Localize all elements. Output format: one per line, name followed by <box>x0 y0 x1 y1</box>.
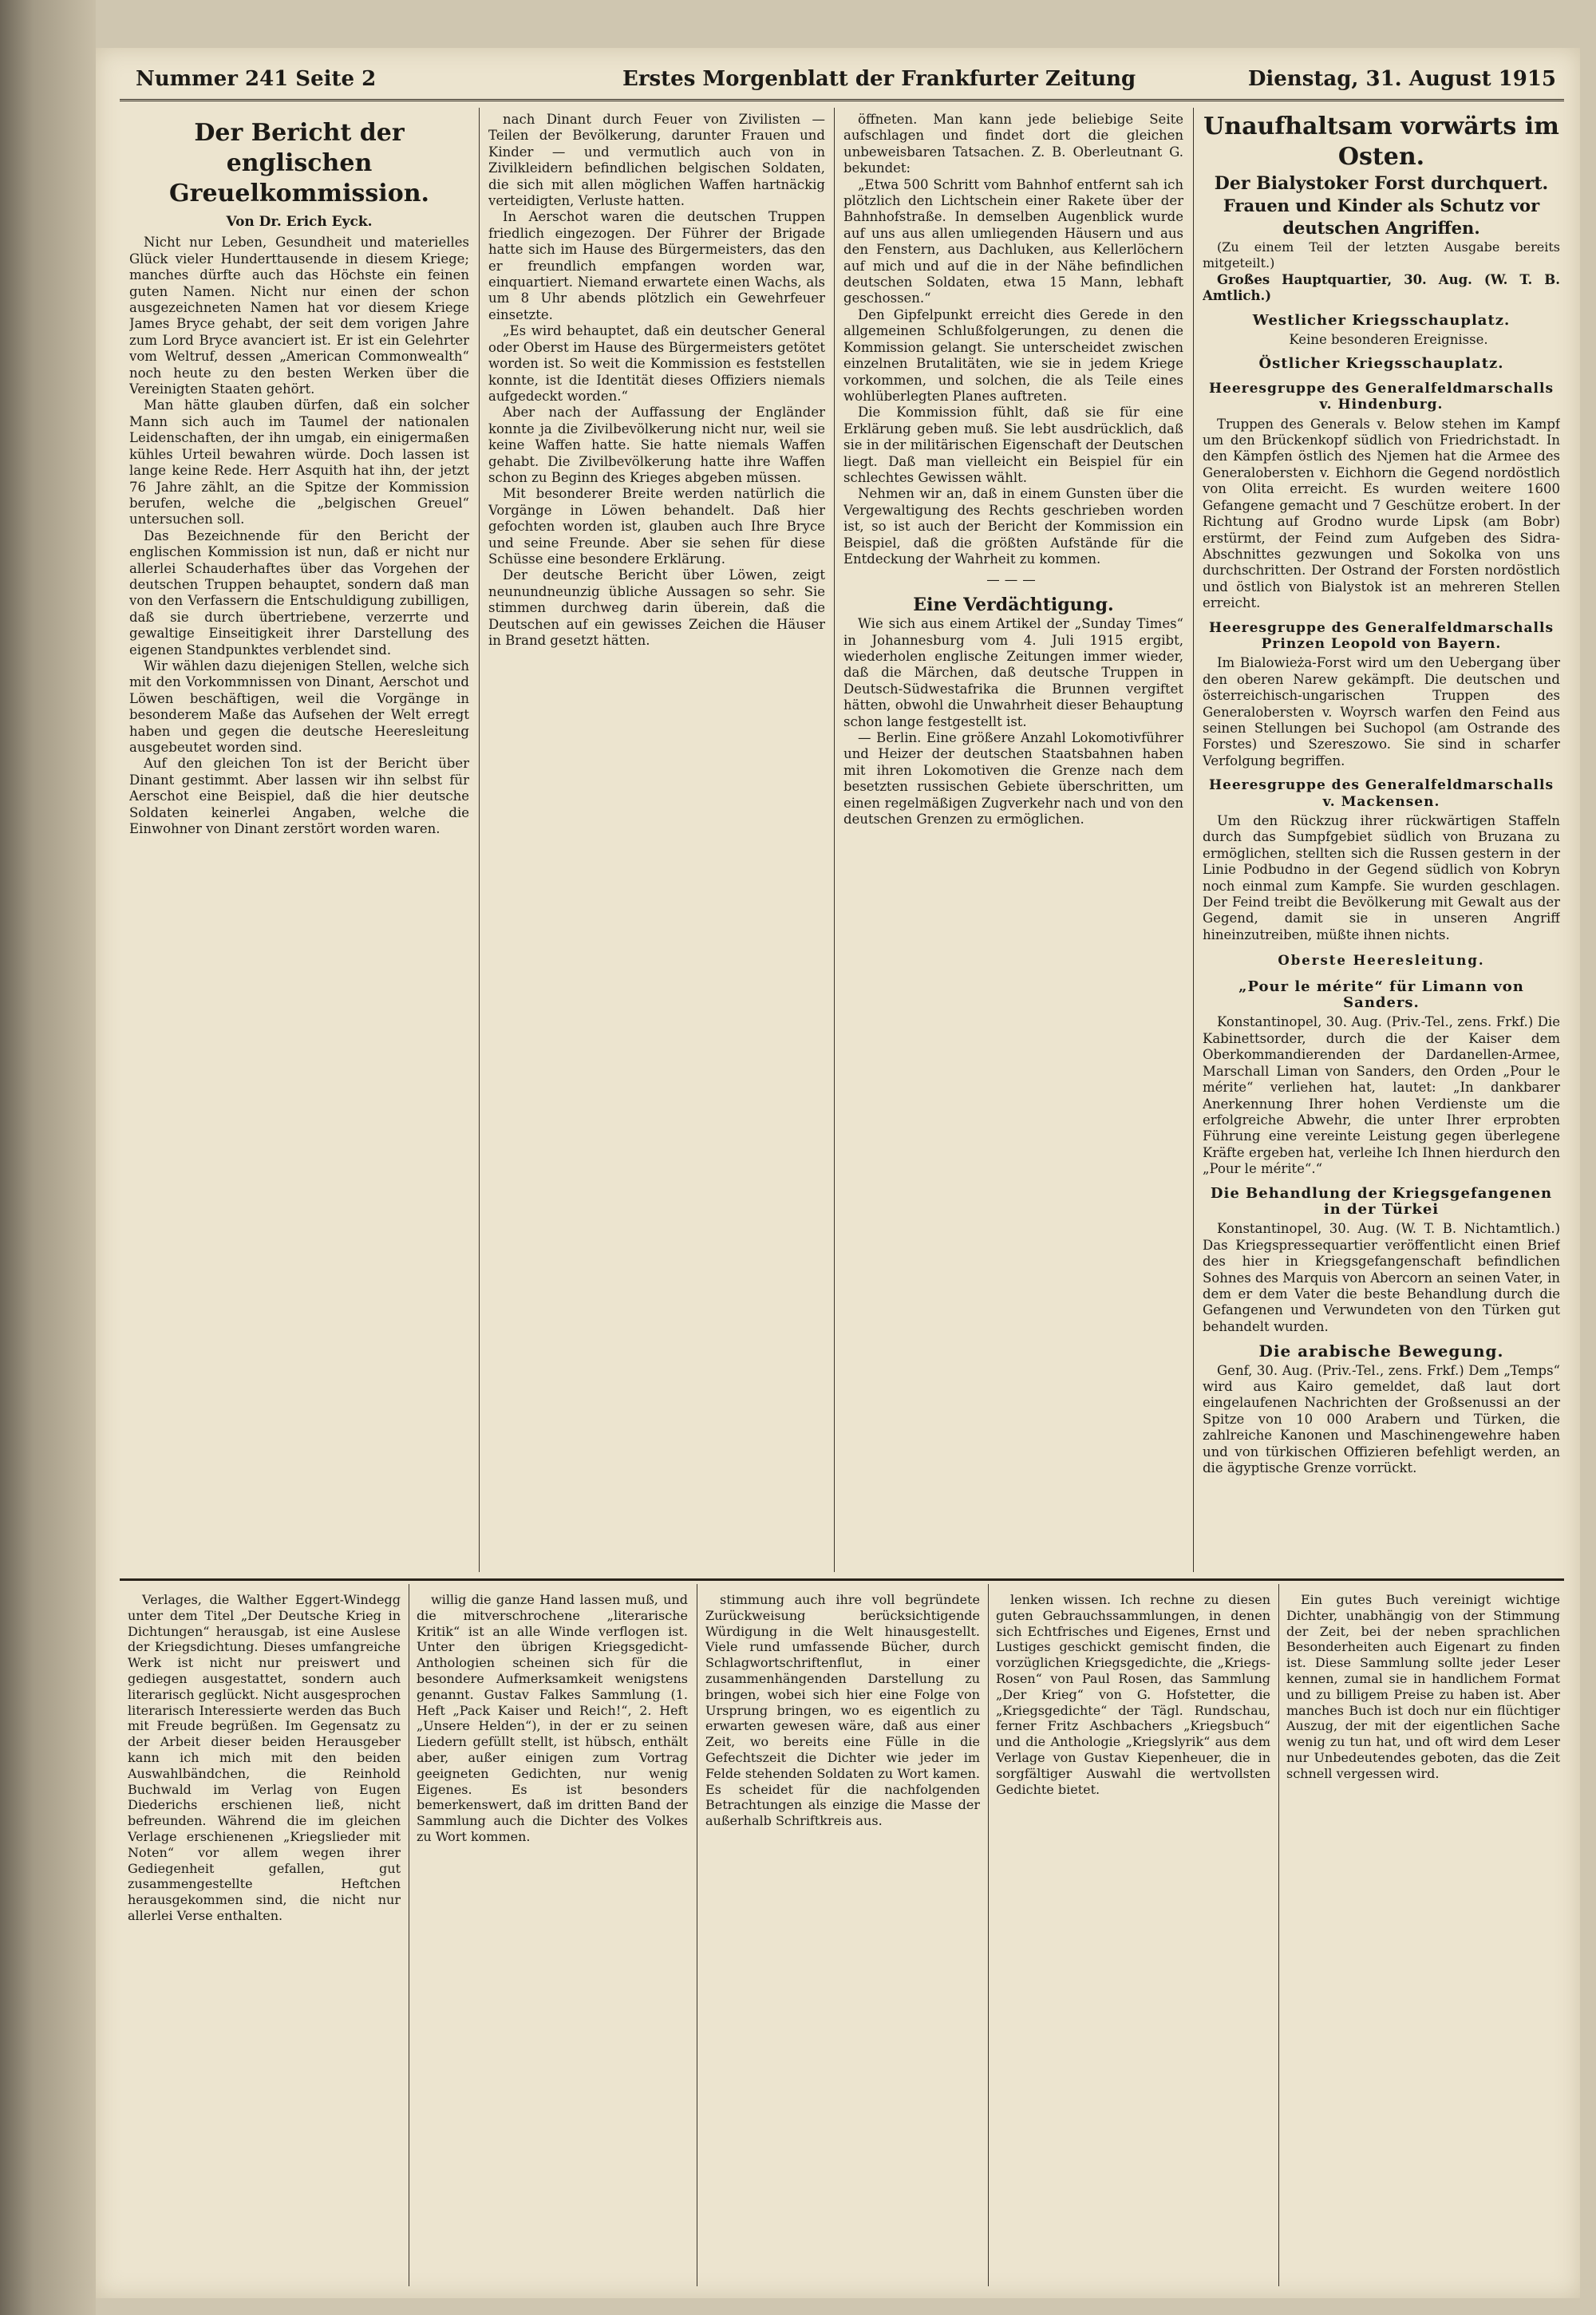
paragraph: Genf, 30. Aug. (Priv.-Tel., zens. Frkf.) Dem „Temps“ wird aus Kairo gemeldet, daß laut dort eingelaufenen Nachrichten der Großsenussi an der Spitze von 10 000 Arabern und Türken, die zahlreiche Kanonen und Maschinengewehre haben und von türkischen Offizieren befehligt werden, an die ägyptische Grenze vorrückt. <box>1203 1362 1560 1476</box>
masthead <box>120 62 1564 101</box>
section-divider <box>120 1578 1564 1581</box>
paragraph: Ein gutes Buch vereinigt wichtige Dichter, unabhängig von der Stimmung der Zeit, bei der neben sprachlichen Besonderheiten auch Eigenart zu finden ist. Diese Sammlung sollte jeder Leser kennen, zumal sie in handlichem Format und zu billigem Preise zu haben ist. Aber manches Buch ist doch nur ein flüchtiger Auszug, der mit der eigentlichen Sache wenig zu tun hat, und oft wird dem Leser nur Unbedeutendes geboten, das die Zeit schnell vergessen wird. <box>1286 1592 1560 1781</box>
article-continuation-2 <box>843 112 1183 1572</box>
war-report-column <box>1203 112 1560 1572</box>
paragraph: Nicht nur Leben, Gesundheit und materielles Glück vieler Hunderttausende in diesem Kriege; manches dürfte auch das Höchste ein feinen guten Namen. Nicht nur einen der schon ausgezeichneten Namen hat vor diesem Kriege James Bryce gehabt, der seit dem vorigen Jahre zum Lord Bryce avanciert ist. Er ist ein Gelehrter vom Weltruf, dessen „American Commonwealth“ noch heute zu den besten Werken über die Vereinigten Staaten gehört. <box>129 235 469 397</box>
army-group-head: Heeresgruppe des Generalfeldmarschalls v. Hindenburg. <box>1208 380 1555 413</box>
paragraph: willig die ganze Hand lassen muß, und die mitverschrochene „literarische Kritik“ ist an alle Winde verflogen ist. Unter den übrigen Kriegsgedicht-Anthologien scheinen sich für die besondere Aufmerksamkeit wenigstens genannt. Gustav Falkes Sammlung (1. Heft „Pack Kaiser und Reich!“, 2. Heft „Unsere Helden“), in der er zu seinen Liedern gefüllt stellt, ist hübsch, enthält aber, außer einigen zum Vortrag geeigneten Gedichten, nur wenig Eigenes. Es ist besonders bemerkenswert, daß im dritten Band der Sammlung auch die Dichter des Volkes zu Wort kommen. <box>417 1592 688 1844</box>
paragraph: Das Bezeichnende für den Bericht der englischen Kommission ist nun, daß er nicht nur allerlei Schauderhaftes über das Vorgehen der deutschen Truppen behauptet, sondern daß man von den Verfassern die Entschuldigung zubilligen, daß sie durch übertriebene, verzerrte und gewaltige Einseitigkeit ihrer Darstellung des eigenen Standpunktes verblendet sind. <box>129 527 469 658</box>
paragraph: „Etwa 500 Schritt vom Bahnhof entfernt sah ich plötzlich den Lichtschein einer Rakete über der Bahnhofstraße. In demselben Augenblick wurde auf uns aus allen umliegenden Häusern und aus den Fenstern, aus Dachluken, aus Kellerlöchern auf mich und auf die in der Nähe befindlichen deutschen Soldaten, etwa 15 Mann, lebhaft geschossen.“ <box>843 176 1183 306</box>
column-rule <box>1278 1584 1279 2286</box>
paragraph: Die Kommission fühlt, daß sie für eine Erklärung geben muß. Sie lebt ausdrücklich, daß sie in der militärischen Eigenschaft der Deutschen liegt. Daß man vielleicht ein Beispiel für ein schlechtes Gewissen wählt. <box>843 405 1183 485</box>
paragraph: Um den Rückzug ihrer rückwärtigen Staffeln durch das Sumpfgebiet südlich von Bruzana zu ermöglichen, stellten sich die Russen gestern in der Linie Podbudno in der Gegend südlich von Kobryn noch einmal zum Kampfe. Sie wurden geschlagen. Der Feind treibt die Bevölkerung mit Gewalt aus der Gegend, damit sie in unseren Angriff hineinzutreiben, müßte ihnen nichts. <box>1203 813 1560 942</box>
divider: ——— <box>986 572 1041 588</box>
paragraph: Mit besonderer Breite werden natürlich die Vorgänge in Löwen behandelt. Daß hier gefochten worden ist, glauben auch Ihre Bryce und seine Freunde. Aber sie sehen für diese Schüsse eine besondere Erklärung. <box>488 486 825 567</box>
army-group-head: Heeresgruppe des Generalfeldmarschalls v. Mackensen. <box>1208 777 1555 810</box>
column-rule <box>479 108 480 1572</box>
subheadline: Frauen und Kinder als Schutz vor deutschen Angriffen. <box>1223 196 1540 238</box>
column-rule <box>834 108 835 1572</box>
article-byline: Von Dr. Erich Eyck. <box>226 214 373 230</box>
paragraph: Auf den gleichen Ton ist der Bericht über Dinant gestimmt. Aber lassen wir ihn selbst für Aerschot eine Beispiel, daß die hier deutsche Soldaten keinerlei Angaben, welche die Einwohner von Dinant zerstört worden waren. <box>129 756 469 837</box>
paragraph: In Aerschot waren die deutschen Truppen friedlich eingezogen. Der Führer der Brigade hatte sich im Hause des Bürgermeisters, das den er freundlich empfangen worden war, einquartiert. Niemand erwartete einen Wachs, als um 8 Uhr abends plötzlich ein Gewehrfeuer einsetzte. <box>488 209 825 322</box>
paragraph: öffneten. Man kann jede beliebige Seite aufschlagen und findet dort die gleichen unbeweisbaren Tatsachen. Z. B. Oberleutnant G. bekundet: <box>843 112 1183 176</box>
column-rule <box>1193 108 1194 1572</box>
verdaechtigung-title: Eine Verdächtigung. <box>913 594 1114 615</box>
signoff: Oberste Heeresleitung. <box>1278 953 1485 969</box>
subheadline: Der Bialystoker Forst durchquert. <box>1214 173 1549 194</box>
paragraph: Wir wählen dazu diejenigen Stellen, welche sich mit den Vorkommnissen von Dinant, Aerschot und Löwen beschäftigen, weil die Vorgänge in besonderem Maße das Aufsehen der Welt erregt haben und gegen die deutsche Heeresleitung ausgebeutet worden sind. <box>129 658 469 755</box>
article-title: Der Bericht der englischen Greuelkommission. <box>169 119 429 207</box>
paragraph: Der deutsche Bericht über Löwen, zeigt neunundneunzig übliche Aussagen so sehr. Sie stimmen durchweg darin überein, daß die Deutschen auf ein gewisses Zeichen die Häuser in Brand gesetzt hätten. <box>488 567 825 648</box>
army-group-head: Heeresgruppe des Generalfeldmarschalls Prinzen Leopold von Bayern. <box>1208 619 1555 652</box>
intro-note: (Zu einem Teil der letzten Ausgabe bereits mitgeteilt.) <box>1203 239 1560 271</box>
issue-number: Nummer 241 Seite 2 <box>136 67 377 91</box>
paragraph: Verlages, die Walther Eggert-Windegg unter dem Titel „Der Deutsche Krieg in Dichtungen“ herausgab, ist eine Auslese der Kriegsdichtung. Dieses umfangreiche Werk ist nicht nur preiswert und gediegen ausgestattet, sondern auch literarisch geglückt. Nicht ausgesprochen literarisch Interessierte werden das Buch mit Freude begrüßen. Im Gegensatz zu der Arbeit dieser beiden Herausgeber kann ich mich mit den beiden Auswahlbändchen, die Reinhold Buchwald im Verlag von Eugen Diederichs erschienen ließ, nicht befreunden. Während die im gleichen Verlage erschienenen „Kriegslieder mit Noten“ vor allem wegen ihrer Gediegenheit gefallen, gut zusammengestellte Heftchen herausgekommen sind, die nicht nur allerlei Verse enthalten. <box>128 1592 401 1923</box>
paragraph: Keine besonderen Ereignisse. <box>1289 332 1488 348</box>
merite-head: „Pour le mérite“ für Limann von Sanders. <box>1238 978 1524 1012</box>
paragraph: Man hätte glauben dürfen, daß ein solcher Mann sich auch im Taumel der nationalen Leidenschaften, der ihn umgab, ein einigermaßen kühles Urteil bewahren würde. Doch lassen ist lange keine Rede. Herr Asquith hat ihn, der jetzt 76 Jahre zählt, an die Spitze der Kommission berufen, welche die „belgischen Greuel“ untersuchen soll. <box>129 397 469 527</box>
paragraph: Im Bialowieża-Forst wird um den Uebergang über den oberen Narew gekämpft. Die deutschen und österreichisch-ungarischen Truppen des Generalobersten v. Woyrsch warfen den Feind aus seinen Stellungen bei Suchopol (am Ostrande des Forstes) und Szereszowo. Sie sind in scharfer Verfolgung begriffen. <box>1203 655 1560 768</box>
section-head-east: Östlicher Kriegsschauplatz. <box>1258 355 1504 373</box>
tuerkei-head: Die Behandlung der Kriegsgefangenen in der Türkei <box>1210 1184 1553 1218</box>
paragraph: Konstantinopel, 30. Aug. (W. T. B. Nichtamtlich.) Das Kriegspressequartier veröffentlicht einen Brief des hier in Kriegsgefangenschaft befindlichen Sohnes des Marquis von Abercorn an seinen Vater, in dem er dem Vater die beste Behandlung durch die Gefangenen und Verwundeten von den Türken gut behandelt wurden. <box>1203 1221 1560 1334</box>
feuilleton-col-4 <box>996 1592 1270 2294</box>
feuilleton-col-2 <box>417 1592 688 2294</box>
dateline: Großes Hauptquartier, 30. Aug. (W. T. B. Amtlich.) <box>1203 271 1560 304</box>
column-rule <box>988 1584 989 2286</box>
newspaper-title: Erstes Morgenblatt der Frankfurter Zeitung <box>622 67 1136 91</box>
section-head-west: Westlicher Kriegsschauplatz. <box>1252 311 1511 329</box>
paragraph: Nehmen wir an, daß in einem Gunsten über die Vergewaltigung des Rechts geschrieben worden ist, so ist auch der Bericht der Kommission ein Beispiel, daß die größten Aufstände für die Entdeckung der Wahrheit zu kommen. <box>843 486 1183 567</box>
main-headline: Unaufhaltsam vorwärts im Osten. <box>1203 113 1559 171</box>
paragraph: stimmung auch ihre voll begründete Zurückweisung berücksichtigende Würdigung in die Welt hinausgestellt. Viele rund umfassende Bücher, durch Schlagwortschriftenflut, in einer zusammenhängenden Darstellung zu bringen, wobei sich hier eine Folge von Ursprung bringen, wo es eigentlich zu erwarten gewesen wäre, daß aus einer Zeit, wo bereits eine Fülle in die Gefechtszeit die Dichter wie jeder im Felde stehenden Soldaten zu Wort kamen. Es scheidet für die nachfolgenden Betrachtungen als einzige die Masse der außerhalb Schriftkreis aus. <box>705 1592 980 1829</box>
feuilleton-col-1 <box>128 1592 401 2294</box>
feuilleton-col-3 <box>705 1592 980 2294</box>
paragraph: lenken wissen. Ich rechne zu diesen guten Gebrauchssammlungen, in denen sich Echtfrisches und Eigenes, Ernst und Lustiges geschickt gemischt finden, die vorzüglichen Kriegsgedichte, die „Kriegs-Rosen“ von Paul Rosen, das Sammlung „Der Krieg“ von G. Hofstetter, die „Kriegsgedichte“ der Tägl. Rundschau, ferner Fritz Aschbachers „Kriegsbuch“ und die Anthologie „Kriegslyrik“ aus dem Verlage von Gustav Kiepenheuer, die in sorgfältiger Auswahl die wertvollsten Gedichte bietet. <box>996 1592 1270 1797</box>
paragraph: nach Dinant durch Feuer von Zivilisten — Teilen der Bevölkerung, darunter Frauen und Kinder — und vermutlich auch von in Zivilkleidern befindlichen belgischen Soldaten, die sich mit allen möglichen Waffen hartnäckig verteidigten, Verluste hatten. <box>488 112 825 209</box>
book-binding-edge <box>0 0 96 2315</box>
issue-date: Dienstag, 31. August 1915 <box>1247 67 1556 91</box>
paragraph: Truppen des Generals v. Below stehen im Kampf um den Brückenkopf südlich von Friedrichstadt. In den Kämpfen östlich des Njemen hat die Armee des Generalobersten v. Eichhorn die Gegend nordöstlich von Olita erreicht. Es wurden weitere 1600 Gefangene gemacht und 7 Geschütze erobert. In der Richtung auf Grodno wurde Lipsk (am Bobr) erstürmt, der Feind zum Aufgeben des Sidra-Abschnittes gezwungen und Sokolka von uns durchschritten. Der Ostrand der Forsten nordöstlich und östlich von Bialystok ist an mehreren Stellen erreicht. <box>1203 416 1560 611</box>
article-continuation <box>488 112 825 1572</box>
arab-head: Die arabische Bewegung. <box>1258 1341 1504 1361</box>
paragraph: Aber nach der Auffassung der Engländer konnte ja die Zivilbevölkerung nicht nur, weil sie keine Waffen hatte. Sie hatte niemals Waffen gehabt. Die Zivilbevölkerung hatte ihre Waffen schon zu Beginn des Krieges abgeben müssen. <box>488 405 825 485</box>
article-greuelkommission <box>129 112 469 1572</box>
paragraph: — Berlin. Eine größere Anzahl Lokomotivführer und Heizer der deutschen Staatsbahnen haben mit ihren Lokomotiven die Grenze nach dem besetzten russischen Gebiete überschritten, um einen regelmäßigen Zugverkehr nach und von den deutschen Grenzen zu ermöglichen. <box>843 730 1183 828</box>
paragraph: Konstantinopel, 30. Aug. (Priv.-Tel., zens. Frkf.) Die Kabinettsorder, durch die der Kaiser dem Oberkommandierenden der Dardanellen-Armee, Marschall Liman von Sanders, den Orden „Pour le mérite“ verliehen hat, lautet: „In dankbarer Anerkennung Ihrer hohen Verdienste um die erfolgreiche Abwehr, die unter Ihrer erprobten Führung eine vereinte Leistung gegen überlegene Kräfte ergeben hat, verleihe Ich Ihnen hierdurch den „Pour le mérite“.“ <box>1203 1014 1560 1177</box>
paragraph: Den Gipfelpunkt erreicht dies Gerede in den allgemeinen Schlußfolgerungen, zu denen die Kommission gelangt. Sie unterscheidet zwischen einzelnen Brutalitäten, wie sie in jedem Kriege vorkommen, und solchen, die als Teile eines wohlüberlegten Planes auftreten. <box>843 306 1183 404</box>
feuilleton-col-5 <box>1286 1592 1560 2294</box>
paragraph: Wie sich aus einem Artikel der „Sunday Times“ in Johannesburg vom 4. Juli 1915 ergibt, wiederholen englische Zeitungen immer wieder, daß die Märchen, daß deutsche Truppen in Deutsch-Südwestafrika die Brunnen vergiftet hätten, obwohl die Unwahrheit dieser Behauptung schon lange festgestellt ist. <box>843 616 1183 729</box>
paragraph: „Es wird behauptet, daß ein deutscher General oder Oberst im Hause des Bürgermeisters getötet worden ist. So weit die Kommission es feststellen konnte, ist die Identität dieses Offiziers niemals aufgedeckt worden.“ <box>488 323 825 404</box>
